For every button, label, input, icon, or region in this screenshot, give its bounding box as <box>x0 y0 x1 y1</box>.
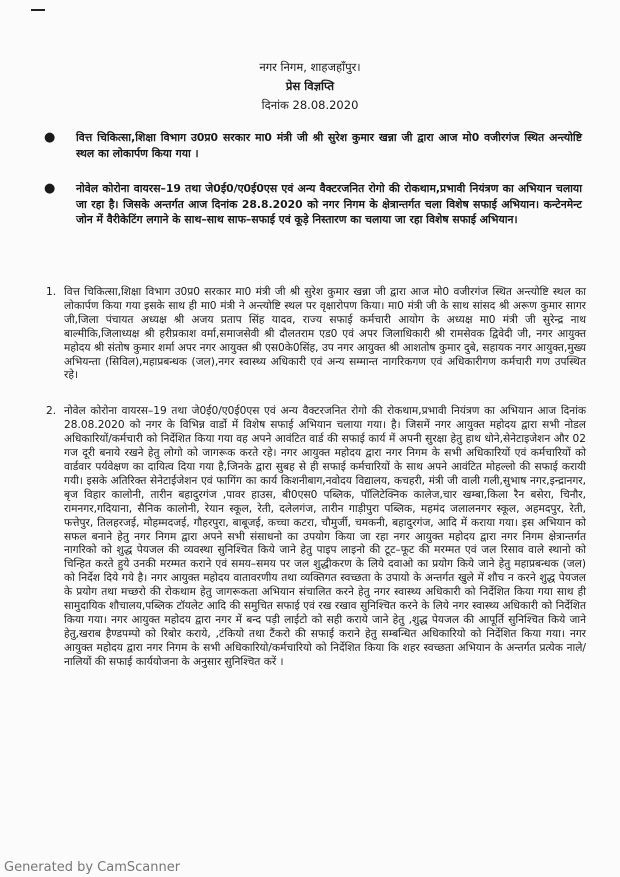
numbered-paragraph <box>46 286 586 383</box>
highlight-item <box>44 181 582 228</box>
highlight-text: वित्त चिकित्सा,शिक्षा विभाग उ0प्र0 सरकार मा0 मंत्री जी श्री सुरेश कुमार खन्ना जी द्वारा आज मो0 वजीरगंज स्थित अन्त्योष्टि स्थल का लोकार्पण किया गया । <box>76 131 582 160</box>
org-name: नगर निगम, शाहजहाँपुर। <box>259 60 361 74</box>
numbered-paragraph <box>46 405 586 669</box>
press-release-title: प्रेस विज्ञप्ति <box>285 79 335 93</box>
paragraph-number: 1. <box>46 286 57 298</box>
highlight-text: नोवेल कोरोना वायरस–19 तथा जे0ई0/ए0ई0एस एवं अन्य वैक्टरजनित रोगो की रोकथाम,प्रभावी नियंत्रण का अभियान चलाया जा रहा है। जिसके अन्तर्गत आज दिनांक 28.8.2020 को नगर निगम के क्षेत्रान्तर्गत चला विशेष सफाई अभियान। कन्टेनमेन्ट जोन में वैरीकेटिंग लगाने के साथ–साथ साफ–सफाई एवं कूड़े निस्तारण का चलाया जा रहा विशेष सफाई अभियान। <box>76 182 582 226</box>
scanner-watermark: Generated by CamScanner <box>4 860 181 875</box>
paragraph-text: नोवेल कोरोना वायरस–19 तथा जे0ई0/ए0ई0एस एवं अन्य वैक्टरजनित रोगो की रोकथाम,प्रभावी नियंत्रण का अभियान आज दिनांक 28.08.2020 को नगर के विभिन्न वार्डो में विशेष सफाई अभियान चलाया गया। है। जिसमें नगर आयुक्त महोदय द्वारा सभी नोडल अधिकारियों/कर्मचारी को निर्देशित किया गया वह अपने आवंटित वार्ड की सफाई कार्य में अपनी सुरक्षा हेतु हाथ धोने,सेनेटाइजेशन और 02 गज दूरी बनाये रखने हेतु लोगो को जागरूक करते रहे। नगर आयुक्त महोदय द्वारा नगर निगम के सभी अधिकारियों एवं कर्मचारियों को वार्डवार पर्यवेक्षण का दायित्व दिया गया है,जिनके द्वारा सुबह से ही सफाई कर्मचारियों के साथ अपने आवंटित मोहल्लो की सफाई करायी गयी। इसके अतिरिक्त सेनेटाईजेशन एवं फागिंग का कार्य किशनीबाग,नवोदय विद्यालय, कचहरी, मंत्री जी वाली गली,सुभाष नगर,इन्द्रानगर, बृज विहार कालोनी, तारीन बहादुरगंज ,पावर हाउस, बी0एस0 पब्लिक, पॉलिटेक्निक कालेज,चार खम्बा,किला रैन बसेरा, चिनौर, रामनगर,गदियाना, सैनिक कालोनी, रेयान स्कूल, रेती, दलेलगंज, तारीन गाड़ीपुरा पब्लिक, महमंद जलालनगर स्कूल, अहमदपुर, रेती, फत्तेपुर, तिलहरजई, मोहम्मदजई, गौहरपुरा, बाबूजई, कच्चा कटरा, चौमुर्जी, चमकनी, बहादुरगंज, आदि में कराया गया। इस अभियान को सफल बनाने हेतु नगर निगम द्वारा अपने सभी संसाधनो का उपयोग किया जा रहा नगर आयुक्त महोदय द्वारा नगर निगम क्षेत्रान्तर्गत नागरिको को शुद्ध पेयजल की व्यवस्था सुनिश्चित किये जाने हेतु पाइप लाइनो की टूट–फूट की मरम्मत एवं जल रिसाव वाले स्थानो को चिन्हित करते हुये उनकी मरम्मत कराने एवं समय–समय पर जल शुद्धीकरण के लिये दवाओ का प्रयोग किये जाने हेतु महाप्रबन्धक (जल) को निर्देश दिये गये है। नगर आयुक्त महोदय वातावरणीय तथा व्यक्तिगत स्वच्छता के उपायो के अन्तर्गत खुले में शौच न करने शुद्ध पेयजल के प्रयोग तथा मच्छरो की रोकथाम हेतु जागरूकता अभियान संचालित करने हेतु नगर स्वास्थ्य अधिकारी को निर्देशित किया गया साथ ही सामुदायिक शौचालय,पब्लिक टॉयलेट आदि की समुचित सफाई एवं रख रखाव सुनिश्चित करने के लिये नगर स्वास्थ्य अधिकारी को निर्देशित किया गया। नगर आयुक्त महोदय द्वारा नगर में बन्द पड़ी लाईटो को सही कराये जाने हेतु ,शुद्ध पेयजल की आपूर्ति सुनिश्चित किये जाने हेतु,खराब हैण्डपम्पो को रिबोर कराये, ,टंकियो तथा टैंकरो की सफाई कराने हेतु सम्बन्धित अधिकारियो को निर्देशित किया गया। नगर आयुक्त महोदय द्वारा नगर निगम के सभी अधिकारियो/कर्मचारियो को निर्देशित किया कि शहर स्वच्छता अभियान के अन्तर्गत प्रत्येक नाले/नालियों की सफाई कार्ययोजना के अनुसार सुनिश्चित करें । <box>64 405 586 668</box>
scan-dash-mark <box>31 9 45 11</box>
release-date: दिनांक 28.08.2020 <box>261 98 359 112</box>
bullet-icon: ● <box>44 181 56 196</box>
body-paragraphs <box>46 286 586 692</box>
paragraph-text: वित्त चिकित्सा,शिक्षा विभाग उ0प्र0 सरकार मा0 मंत्री जी श्री सुरेश कुमार खन्ना जी द्वारा आज मो0 वजीरगंज स्थित अन्त्योष्टि स्थल का लोकार्पण किया गया इसके साथ ही मा0 मंत्री ने अन्त्योष्टि स्थल पर वृक्षारोपण किया। मा0 मंत्री जी के साथ सांसद श्री अरूण कुमार सागर जी,जिला पंचायत अध्यक्ष श्री अजय प्रताप सिंह यादव, राज्य सफाई कर्मचारी आयोग के अध्यक्ष मा0 मंत्री जी सुरेन्द्र नाथ बाल्मीकि,जिलाध्यक्ष श्री हरीप्रकाश वर्मा,समाजसेवी श्री दौलतराम एड0 एवं अपर जिलाधिकारी श्री रामसेवक द्विवेदी जी, नगर आयुक्त महोदय श्री संतोष कुमार शर्मा अपर नगर आयुक्त श्री एस0के0सिंह, उप नगर आयुक्त श्री आशतोष कुमार दुबे, सहायक नगर आयुक्त,मुख्य अभियन्ता (सिविल),महाप्रबन्धक (जल),नगर स्वास्थ्य अधिकारी एवं अन्य सम्मान्त नागरिकगण एवं अधिकारीगण कर्मचारी गण उपस्थित रहे। <box>64 286 586 382</box>
highlights-list <box>44 130 582 248</box>
bullet-icon: ● <box>44 130 56 145</box>
paragraph-number: 2. <box>46 405 57 418</box>
highlight-item <box>44 130 582 161</box>
